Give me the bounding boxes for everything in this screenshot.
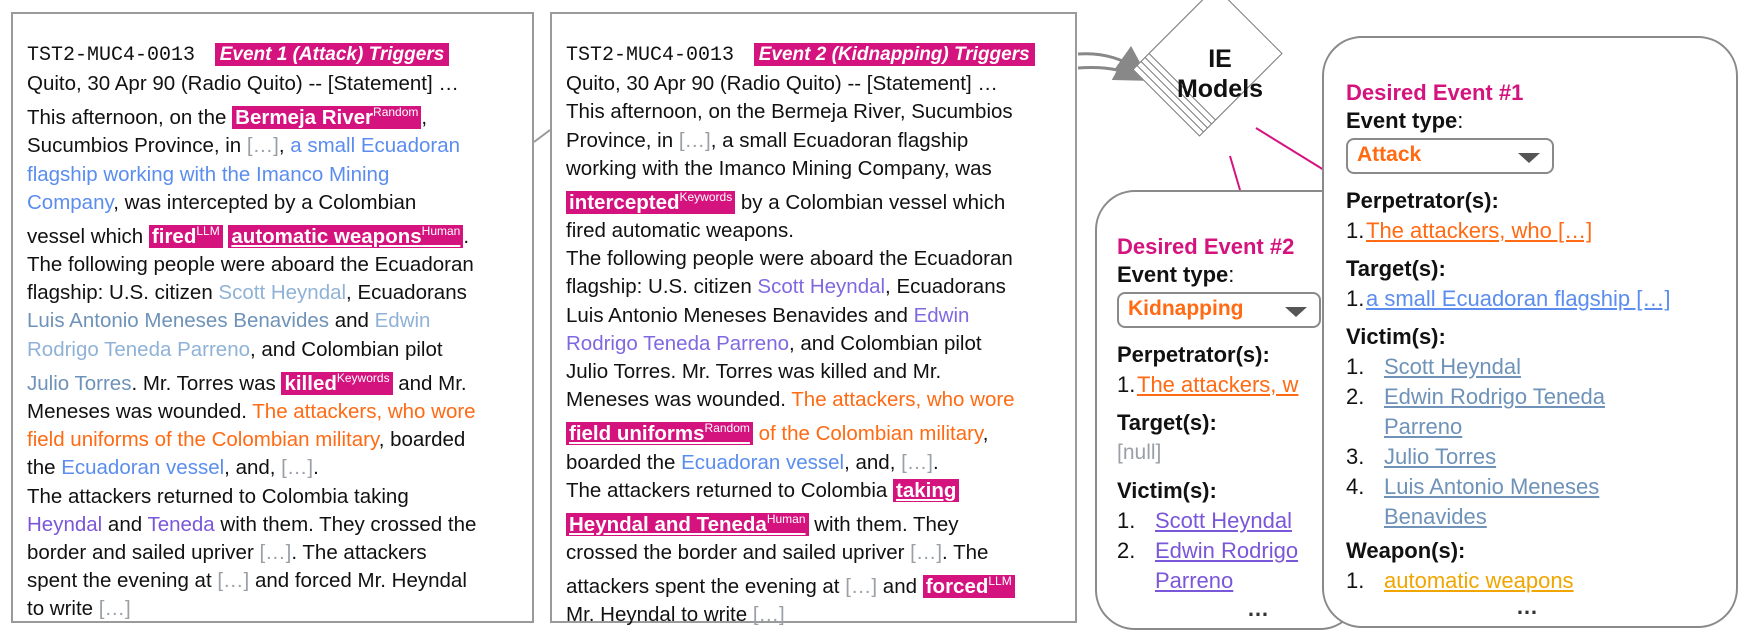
event-title: Desired Event #2 bbox=[1117, 234, 1295, 259]
text-span: , Ecuadorans bbox=[885, 275, 1006, 299]
text-line bbox=[566, 273, 1075, 301]
event-title: Desired Event #1 bbox=[1346, 80, 1524, 105]
chevron-down-icon bbox=[1518, 153, 1540, 163]
text-span: with them. They bbox=[808, 512, 959, 536]
text-line bbox=[27, 483, 532, 511]
chevron-down-icon bbox=[1285, 307, 1307, 317]
text-span: , boarded bbox=[378, 428, 466, 452]
text-span: to write bbox=[27, 597, 99, 621]
event-type-label: Event type bbox=[1346, 108, 1458, 133]
text-span: , and Colombian pilot bbox=[789, 331, 982, 355]
text-span: , and Colombian pilot bbox=[250, 337, 443, 361]
trigger-highlight: taking bbox=[893, 479, 959, 502]
entity-span: Rodrigo Teneda Parreno bbox=[27, 337, 250, 361]
entity-span: Luis Antonio Meneses Benavides bbox=[27, 309, 330, 333]
entity-span: field uniforms of the Colombian military bbox=[27, 428, 379, 452]
event-type-label: Event type bbox=[1117, 262, 1229, 287]
trigger-highlight: killed$^{Keywords}$ bbox=[281, 372, 392, 395]
text-span: The attackers returned to Colombia taking bbox=[27, 484, 409, 508]
text-line bbox=[27, 595, 532, 623]
ie-to-event1-line bbox=[1256, 128, 1324, 170]
entity-span: Ecuadoran vessel bbox=[681, 450, 845, 474]
event-type-select[interactable]: Kidnapping bbox=[1117, 292, 1321, 328]
desired-event-1-card: Desired Event #1 Event type: Attack Perpetrator(s): 1.The attackers, who […] Target(s): 1.a small Ecuadoran flagship […] Victim(s): 1. Scott Heyndal 2. Edwin Rodrigo Teneda Parreno 3. Julio Torres 4. Luis Antonio Meneses Benavides Weapon(s): 1. automatic weapons … bbox=[1322, 36, 1738, 628]
text-span: and forced Mr. Heyndal bbox=[249, 569, 467, 593]
entity-span: a small Ecuadoran bbox=[290, 134, 461, 158]
trigger-highlight: fired$^{LLM}$ bbox=[149, 225, 223, 248]
text-span: The attackers returned to Colombia bbox=[566, 478, 894, 502]
trigger-source-tag: LLM bbox=[988, 574, 1012, 589]
panel-header bbox=[566, 40, 1075, 70]
text-span: boarded the bbox=[566, 450, 682, 474]
text-span: . The bbox=[942, 540, 989, 564]
text-span: The following people were aboard the Ecuadoran bbox=[566, 247, 1013, 271]
text-line bbox=[27, 336, 532, 364]
trigger-highlight: field uniforms$^{Random}$ bbox=[566, 422, 753, 445]
text-span: , bbox=[278, 134, 291, 158]
text-line bbox=[27, 539, 532, 567]
entity-span: […] bbox=[217, 569, 250, 593]
text-line bbox=[27, 251, 532, 279]
text-span: border and sailed upriver bbox=[27, 540, 260, 564]
entity-span: The attackers, who wore bbox=[791, 388, 1015, 412]
trigger-source-tag: Human bbox=[421, 224, 461, 239]
text-line bbox=[566, 183, 1075, 217]
text-line bbox=[566, 601, 1075, 629]
text-span: attackers spent the evening at bbox=[566, 574, 846, 598]
text-span: Julio Torres. Mr. Torres was killed and Mr. bbox=[566, 360, 942, 384]
entity-span: Edwin bbox=[374, 309, 431, 333]
entity-span: Rodrigo Teneda Parreno bbox=[566, 331, 789, 355]
trigger-highlight: forced$^{LLM}$ bbox=[923, 575, 1015, 598]
ie-to-event2-line bbox=[1230, 156, 1240, 190]
victim-item: 2. Edwin Rodrigo Teneda bbox=[1346, 384, 1605, 409]
text-line bbox=[27, 511, 532, 539]
entity-span: Edwin bbox=[913, 303, 970, 327]
text-span: flagship: U.S. citizen bbox=[27, 281, 219, 305]
weapon-item: 1. automatic weapons bbox=[1346, 568, 1574, 593]
text-line bbox=[566, 98, 1075, 126]
text-span: . The attackers bbox=[291, 540, 427, 564]
victim-item: 3. Julio Torres bbox=[1346, 444, 1497, 469]
doc-id: TST2-MUC4-0013 bbox=[566, 44, 735, 67]
entity-span: […] bbox=[259, 540, 292, 564]
text-span: Sucumbios Province, in bbox=[27, 134, 247, 158]
entity-span: […] bbox=[246, 134, 279, 158]
text-line bbox=[27, 189, 532, 217]
victim-item-continued: Parreno bbox=[1155, 568, 1234, 593]
entity-span: Ecuadoran vessel bbox=[61, 456, 225, 480]
entity-span: […] bbox=[910, 540, 943, 564]
panel-connector-line bbox=[534, 130, 550, 142]
text-span: Quito, 30 Apr 90 (Radio Quito) -- [Statement] … bbox=[566, 72, 998, 96]
entity-span: […] bbox=[845, 574, 878, 598]
text-span: spent the evening at bbox=[27, 569, 218, 593]
entity-span: […] bbox=[98, 597, 131, 621]
text-line bbox=[566, 539, 1075, 567]
entity-span: Teneda bbox=[147, 512, 215, 536]
text-line bbox=[27, 217, 532, 251]
event-type-select[interactable]: Attack bbox=[1346, 138, 1554, 174]
text-span: vessel which bbox=[27, 224, 149, 248]
text-line bbox=[27, 279, 532, 307]
text-span: , was intercepted by a Colombian bbox=[113, 190, 417, 214]
text-span: Quito, 30 Apr 90 (Radio Quito) -- [Statement] … bbox=[27, 72, 459, 96]
text-span: , bbox=[421, 106, 428, 130]
text-line bbox=[566, 155, 1075, 183]
text-span: with them. They crossed the bbox=[214, 512, 477, 536]
entity-span: Heyndal bbox=[27, 512, 103, 536]
ie-models-label: IE Models bbox=[1176, 45, 1264, 103]
event-trigger-label: Event 2 (Kidnapping) Triggers bbox=[754, 43, 1035, 66]
weapon-label: Weapon(s): bbox=[1346, 538, 1466, 563]
text-line bbox=[566, 245, 1075, 273]
text-span: the bbox=[27, 456, 62, 480]
more-ellipsis: … bbox=[1516, 594, 1539, 619]
trigger-highlight: Bermeja River$^{Random}$ bbox=[232, 106, 421, 129]
more-ellipsis: … bbox=[1247, 596, 1270, 621]
entity-span: flagship working with the Imanco Mining bbox=[27, 162, 390, 186]
text-span: and bbox=[102, 512, 148, 536]
text-line bbox=[27, 398, 532, 426]
trigger-highlight: automatic weapons$^{Human}$ bbox=[228, 225, 463, 248]
text-line bbox=[566, 217, 1075, 245]
trigger-source-tag: Keywords bbox=[679, 190, 733, 205]
text-span: fired automatic weapons. bbox=[566, 219, 794, 243]
text-line bbox=[566, 358, 1075, 386]
entity-span: Scott Heyndal bbox=[218, 281, 347, 305]
desired-event-2-card: Desired Event #2 Event type: Kidnapping Perpetrator(s): 1.The attackers, w Target(s): [null] Victim(s): 1. Scott Heyndal 2. Edwin Rodrigo Parreno … bbox=[1095, 190, 1360, 630]
text-span: . bbox=[933, 450, 939, 474]
document-text bbox=[566, 70, 1075, 629]
text-line bbox=[566, 449, 1075, 477]
perpetrator-label: Perpetrator(s): bbox=[1346, 188, 1499, 213]
text-line bbox=[27, 70, 532, 98]
text-span: The following people were aboard the Ecuadoran bbox=[27, 253, 474, 277]
arrow-to-ie-2 bbox=[1078, 67, 1140, 78]
text-span: by a Colombian vessel which bbox=[735, 190, 1006, 214]
text-span: This afternoon, on the bbox=[27, 106, 233, 130]
event-trigger-label: Event 1 (Attack) Triggers bbox=[215, 43, 450, 66]
text-span: flagship: U.S. citizen bbox=[566, 275, 758, 299]
text-line bbox=[566, 127, 1075, 155]
text-span: working with the Imanco Mining Company, was bbox=[566, 156, 992, 180]
victim-item: 4. Luis Antonio Meneses bbox=[1346, 474, 1600, 499]
entity-span: of the Colombian military bbox=[758, 422, 983, 446]
victim-label: Victim(s): bbox=[1346, 324, 1446, 349]
text-line bbox=[27, 426, 532, 454]
text-line bbox=[27, 98, 532, 132]
victim-item: 1. Scott Heyndal bbox=[1346, 354, 1521, 379]
entity-span: […] bbox=[678, 128, 711, 152]
perpetrator-label: Perpetrator(s): bbox=[1117, 342, 1270, 367]
doc-id: TST2-MUC4-0013 bbox=[27, 44, 196, 67]
text-span: , a small Ecuadoran flagship bbox=[710, 128, 969, 152]
document-panel-event1 bbox=[11, 12, 534, 623]
victim-item-continued: Parreno bbox=[1384, 414, 1463, 439]
text-line bbox=[27, 132, 532, 160]
document-panel-event2 bbox=[550, 12, 1077, 627]
text-line bbox=[27, 567, 532, 595]
text-span: Luis Antonio Meneses Benavides and bbox=[566, 303, 914, 327]
text-line bbox=[566, 386, 1075, 414]
trigger-source-tag: Random bbox=[704, 421, 750, 436]
perpetrator-item: 1.The attackers, w bbox=[1117, 372, 1299, 397]
text-line bbox=[566, 330, 1075, 358]
text-line bbox=[566, 567, 1075, 601]
text-span: Meneses was wounded. bbox=[27, 399, 253, 423]
text-span: , and, bbox=[844, 450, 902, 474]
text-span: Province, in bbox=[566, 128, 679, 152]
text-span: . bbox=[463, 224, 470, 248]
target-item: 1.a small Ecuadoran flagship […] bbox=[1346, 286, 1671, 311]
victim-item: 2. Edwin Rodrigo bbox=[1117, 538, 1299, 563]
target-label: Target(s): bbox=[1346, 256, 1446, 281]
text-span: . Mr. Torres was bbox=[131, 371, 282, 395]
panel-header bbox=[27, 40, 532, 70]
entity-span: Company bbox=[27, 190, 114, 214]
victim-label: Victim(s): bbox=[1117, 478, 1217, 503]
text-span: Mr. Heyndal to write bbox=[566, 603, 753, 627]
text-line bbox=[566, 302, 1075, 330]
entity-span: […] bbox=[752, 603, 785, 627]
target-label: Target(s): bbox=[1117, 410, 1217, 435]
entity-span: The attackers, who wore bbox=[252, 399, 476, 423]
text-span: and bbox=[877, 574, 923, 598]
text-line bbox=[27, 307, 532, 335]
perpetrator-item: 1.The attackers, who […] bbox=[1346, 218, 1593, 243]
text-span: . bbox=[313, 456, 319, 480]
trigger-source-tag: Human bbox=[766, 511, 806, 526]
text-line bbox=[566, 70, 1075, 98]
text-span: This afternoon, on the Bermeja River, Sucumbios bbox=[566, 100, 1013, 124]
text-span: crossed the border and sailed upriver bbox=[566, 540, 911, 564]
document-text bbox=[27, 70, 532, 623]
text-line bbox=[27, 364, 532, 398]
entity-span: […] bbox=[281, 456, 314, 480]
text-line bbox=[27, 161, 532, 189]
trigger-source-tag: LLM bbox=[196, 224, 220, 239]
text-span: and bbox=[329, 309, 375, 333]
trigger-highlight: intercepted$^{Keywords}$ bbox=[566, 191, 735, 214]
victim-item-continued: Benavides bbox=[1384, 504, 1487, 529]
victim-item: 1. Scott Heyndal bbox=[1117, 508, 1292, 533]
text-span: , and, bbox=[224, 456, 282, 480]
text-line bbox=[566, 477, 1075, 505]
text-span: Meneses was wounded. bbox=[566, 388, 792, 412]
text-span: , Ecuadorans bbox=[346, 281, 467, 305]
target-null: [null] bbox=[1117, 441, 1162, 464]
text-line bbox=[27, 454, 532, 482]
trigger-source-tag: Random bbox=[373, 105, 419, 120]
entity-span: […] bbox=[901, 450, 933, 474]
entity-span: Scott Heyndal bbox=[757, 275, 886, 299]
text-line bbox=[566, 414, 1075, 448]
text-span: , bbox=[982, 422, 989, 446]
text-line bbox=[566, 505, 1075, 539]
trigger-highlight: Heyndal and Teneda$^{Human}$ bbox=[566, 513, 809, 536]
entity-span: Julio Torres bbox=[27, 371, 132, 395]
text-span: and Mr. bbox=[392, 371, 467, 395]
trigger-source-tag: Keywords bbox=[336, 370, 390, 385]
